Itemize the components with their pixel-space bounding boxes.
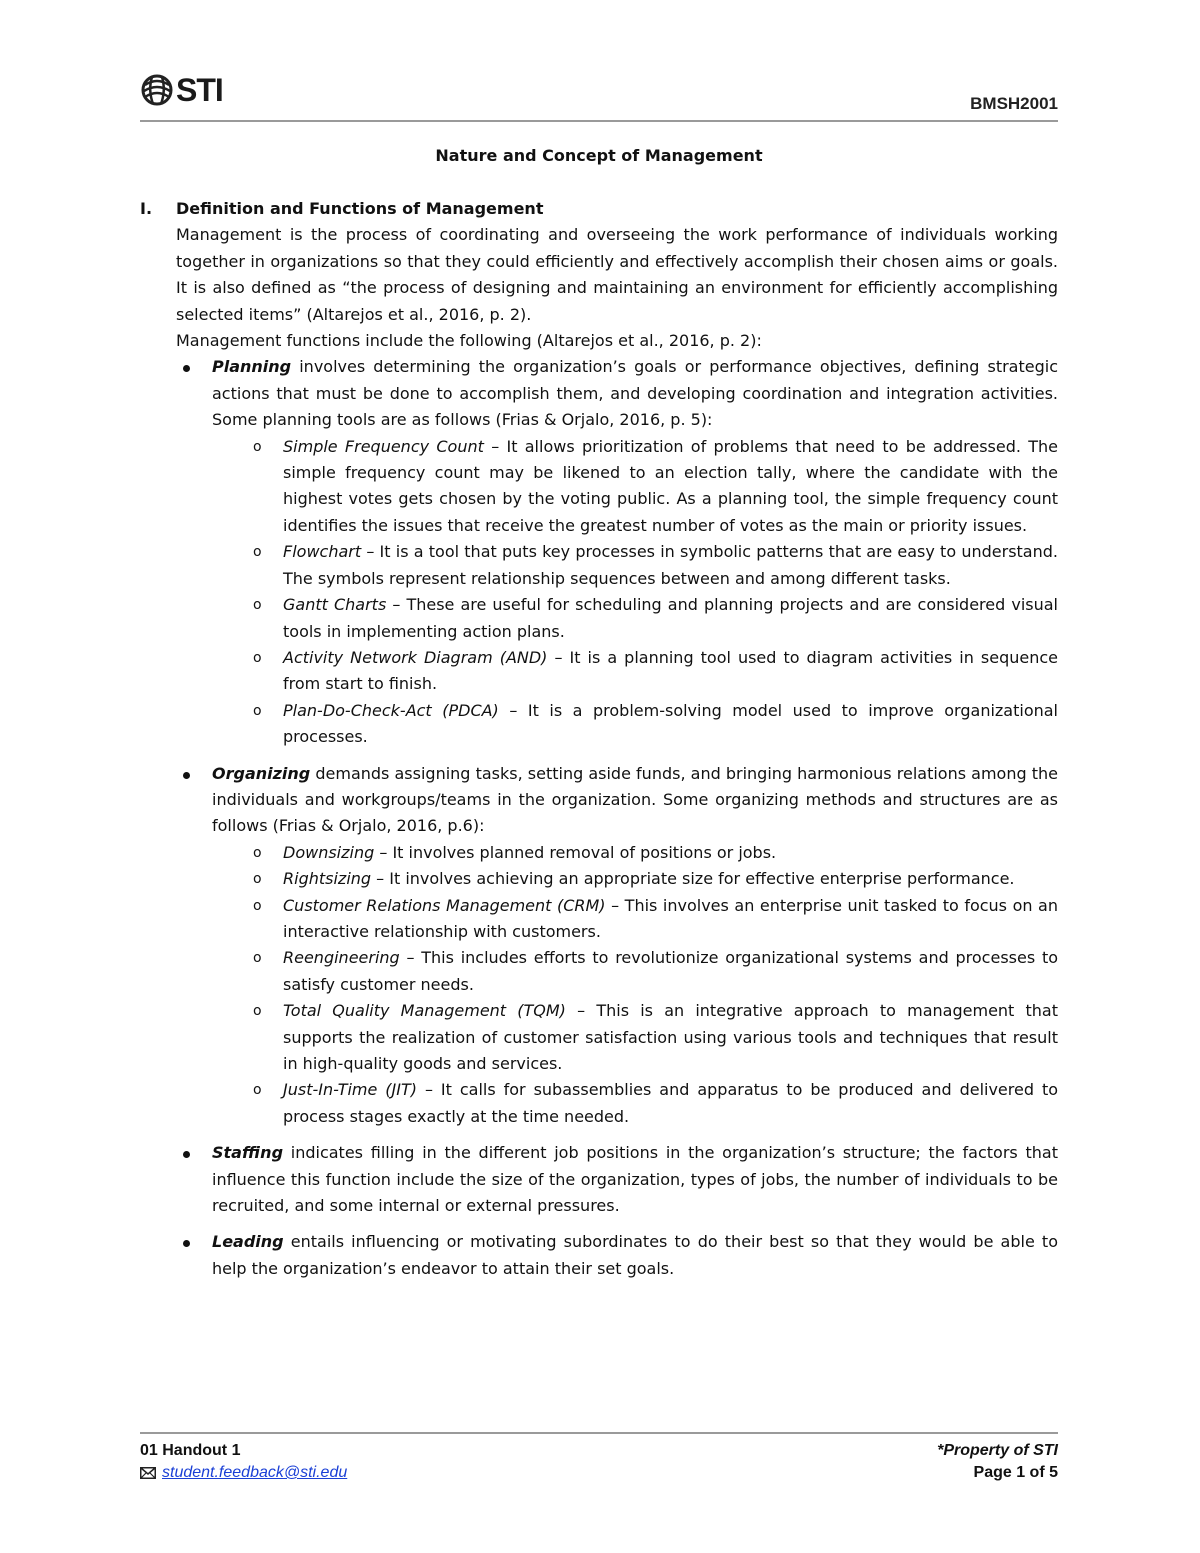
sub-bullet-icon: o	[253, 950, 262, 967]
list-item	[212, 893, 1058, 946]
organizing-methods-list	[212, 840, 1058, 1130]
course-code: BMSH2001	[970, 94, 1058, 113]
tool-term: Gantt Charts	[283, 595, 387, 615]
list-item-leading	[176, 1229, 1058, 1282]
handout-label: 01 Handout 1	[140, 1442, 241, 1459]
method-term: Rightsizing	[283, 869, 372, 889]
sti-globe-logo-icon	[140, 73, 174, 107]
organizing-text: demands assigning tasks, setting aside funds, and bringing harmonious relations among the individuals and workgroups/teams in the organization. Some organizing methods and structures are as follows (Frias & Orjalo, 2016, p.6):	[212, 763, 1058, 836]
method-text: – This includes efforts to revolutionize organizational systems and processes to satisfy customer needs.	[283, 948, 1058, 994]
list-item-staffing	[176, 1140, 1058, 1219]
method-term: Reengineering	[283, 948, 400, 968]
staffing-text: indicates filling in the different job positions in the organization’s structure; the factors that influence this function include the size of the organization, types of jobs, the number of individuals to be recruited, and some internal or external pressures.	[212, 1143, 1058, 1216]
bullet-icon	[183, 1240, 190, 1247]
method-text: – This is an integrative approach to management that supports the realization of customer satisfaction using various tools and techniques that result in high-quality goods and services.	[283, 1001, 1059, 1073]
method-text: – It calls for subassemblies and apparatus to be produced and delivered to process stages exactly at the time needed.	[283, 1080, 1059, 1126]
list-item	[212, 698, 1058, 751]
sub-bullet-icon: o	[253, 871, 262, 888]
functions-list	[176, 354, 1058, 1282]
sti-logo	[140, 70, 223, 110]
header-divider	[140, 120, 1058, 122]
section-title: Definition and Functions of Management	[176, 199, 544, 218]
method-text: – This involves an enterprise unit tasked to focus on an interactive relationship with customers.	[283, 895, 1058, 941]
feedback-email-link[interactable]: student.feedback@sti.edu	[162, 1464, 348, 1481]
method-term: Total Quality Management (TQM)	[283, 1001, 566, 1021]
definition-paragraph: Management is the process of coordinating and overseeing the work performance of individuals working together in organizations so that they could efficiently and effectively accomplish their chosen aims or goals. It is also defined as “the process of designing and maintaining an environment for efficiently accomplishing selected items” (Altarejos et al., 2016, p. 2).	[176, 225, 1058, 324]
section-heading	[140, 196, 1058, 222]
sub-bullet-icon: o	[253, 544, 262, 561]
feedback-contact	[140, 1462, 347, 1484]
tool-text: – It is a tool that puts key processes in symbolic patterns that are easy to understand. The symbols represent relationship sequences between and among different tasks.	[283, 542, 1058, 588]
sub-bullet-icon: o	[253, 438, 262, 455]
tool-text: – It allows prioritization of problems that need to be addressed. The simple frequency count may be likened to an election tally, where the candidate with the highest votes gets chosen by the voting public. As a planning tool, the simple frequency count identifies the issues that receive the greatest number of votes as the main or priority issues.	[283, 436, 1058, 535]
method-term: Just-In-Time (JIT)	[283, 1080, 418, 1100]
term-staffing: Staffing	[212, 1143, 284, 1163]
list-item	[212, 434, 1058, 540]
term-organizing: Organizing	[212, 763, 311, 783]
list-item	[212, 592, 1058, 645]
tool-term: Activity Network Diagram (AND)	[283, 647, 548, 667]
tool-text: – These are useful for scheduling and planning projects and are considered visual tools in implementing action plans.	[283, 595, 1058, 641]
page-header	[140, 70, 1058, 122]
list-item	[212, 539, 1058, 592]
sub-bullet-icon: o	[253, 597, 262, 614]
tool-text: – It is a problem-solving model used to improve organizational processes.	[283, 700, 1059, 747]
footer-divider	[140, 1432, 1058, 1434]
tool-term: Flowchart	[283, 542, 362, 562]
planning-tools-list	[212, 434, 1058, 751]
sub-bullet-icon: o	[253, 702, 262, 719]
sub-bullet-icon: o	[253, 649, 262, 666]
leading-text: entails influencing or motivating subordinates to do their best so that they would be able to help the organization’s endeavor to attain their set goals.	[212, 1232, 1058, 1278]
section-content	[176, 222, 1058, 1282]
list-item-planning	[176, 354, 1058, 750]
sub-bullet-icon: o	[253, 897, 262, 914]
list-item	[212, 645, 1058, 698]
method-term: Downsizing	[283, 842, 375, 862]
list-item	[212, 840, 1058, 866]
document-body	[140, 196, 1058, 1282]
footer-left	[140, 1440, 347, 1484]
footer-right	[937, 1440, 1058, 1484]
planning-text: involves determining the organization’s goals or performance objectives, defining strategic actions that must be done to accomplish them, and developing coordination and integration activities. Some planning tools are as follows (Frias & Orjalo, 2016, p. 5):	[212, 357, 1058, 430]
page-footer	[140, 1440, 1058, 1490]
sub-bullet-icon: o	[253, 844, 262, 861]
tool-term: Simple Frequency Count	[283, 436, 484, 456]
term-planning: Planning	[212, 357, 292, 377]
bullet-icon	[183, 772, 190, 779]
section-number: I.	[140, 199, 153, 218]
property-notice: *Property of STI	[937, 1442, 1058, 1459]
list-item-organizing	[176, 761, 1058, 1131]
method-text: – It involves achieving an appropriate size for effective enterprise performance.	[371, 869, 1015, 889]
method-text: – It involves planned removal of positions or jobs.	[374, 842, 777, 862]
list-item	[212, 866, 1058, 892]
sub-bullet-icon: o	[253, 1003, 262, 1020]
tool-text: – It is a planning tool used to diagram activities in sequence from start to finish.	[283, 647, 1059, 694]
method-term: Customer Relations Management (CRM)	[283, 895, 606, 915]
term-leading: Leading	[212, 1232, 284, 1252]
bullet-icon	[183, 1151, 190, 1158]
list-item	[212, 998, 1058, 1077]
functions-intro: Management functions include the following (Altarejos et al., 2016, p. 2):	[176, 331, 762, 351]
page-number: Page 1 of 5	[973, 1464, 1058, 1481]
envelope-icon	[140, 1467, 156, 1479]
bullet-icon	[183, 365, 190, 372]
logo-wordmark: STI	[176, 72, 223, 108]
list-item	[212, 945, 1058, 998]
list-item	[212, 1077, 1058, 1130]
tool-term: Plan-Do-Check-Act (PDCA)	[283, 700, 499, 720]
document-title: Nature and Concept of Management	[435, 146, 763, 165]
sub-bullet-icon: o	[253, 1082, 262, 1099]
